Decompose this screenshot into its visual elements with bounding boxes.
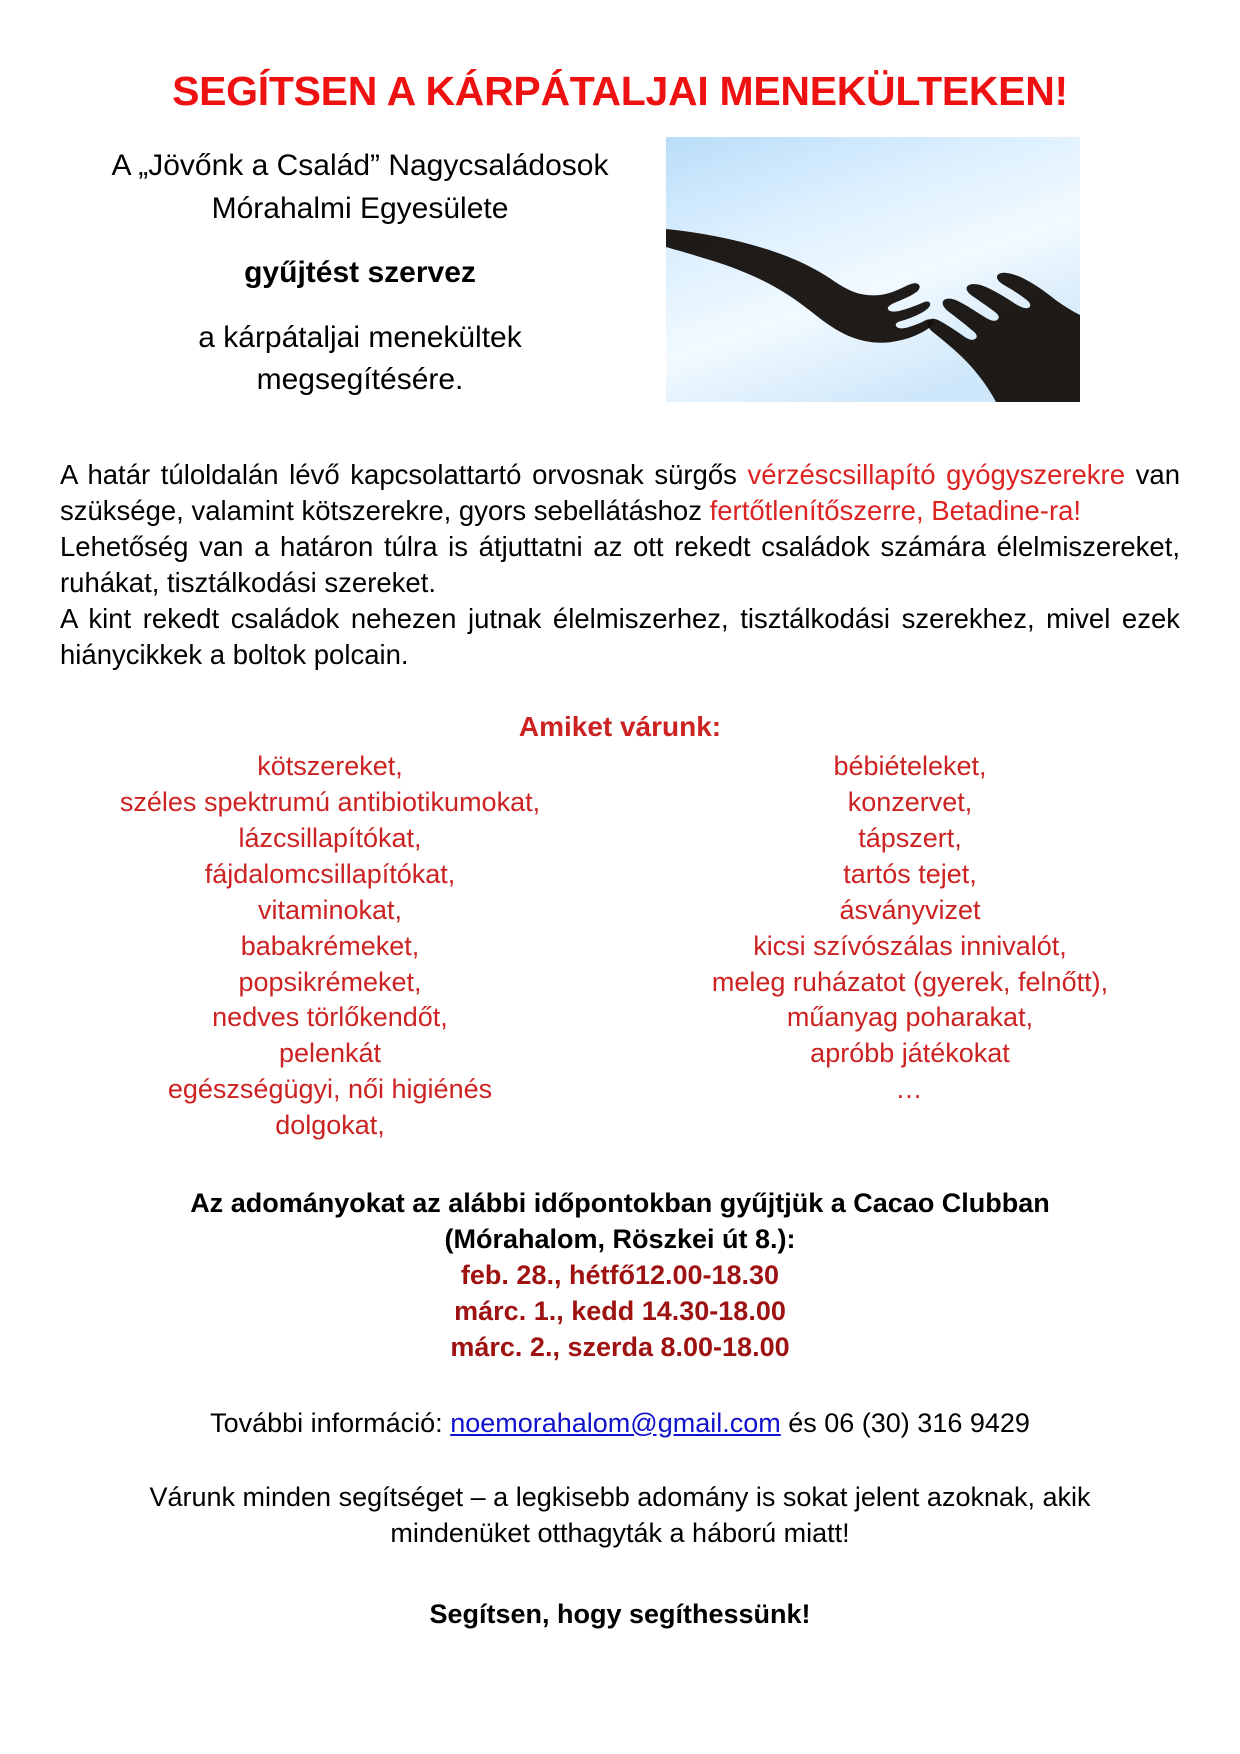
list-item: bébiételeket, bbox=[833, 751, 987, 782]
list-item: tartós tejet, bbox=[843, 858, 977, 889]
donation-schedule bbox=[0, 1144, 1240, 1366]
org-line-2: Mórahalmi Egyesülete bbox=[211, 191, 509, 225]
list-item: meleg ruházatot (gyerek, felnőtt), bbox=[711, 966, 1109, 997]
schedule-time-3: márc. 2., szerda 8.00-18.00 bbox=[450, 1331, 790, 1362]
list-item: műanyag poharakat, bbox=[786, 1002, 1034, 1033]
list-item: konzervet, bbox=[847, 787, 973, 817]
intro-emphasis: gyűjtést szervez bbox=[244, 256, 476, 290]
list-item-ellipsis: … bbox=[895, 1074, 925, 1105]
closing-message bbox=[0, 1439, 1240, 1551]
closing-line-2: mindenüket otthagyták a háború miatt! bbox=[390, 1517, 850, 1548]
list-item: popsikrémeket, bbox=[238, 966, 422, 997]
hands-illustration bbox=[666, 137, 1080, 402]
schedule-address: (Mórahalom, Röszkei út 8.): bbox=[444, 1223, 796, 1254]
list-item: dolgokat, bbox=[275, 1110, 385, 1141]
list-item: széles spektrumú antibiotikumokat, bbox=[119, 787, 541, 817]
list-item: kicsi szívószálas innivalót, bbox=[753, 930, 1067, 961]
list-item: ásványvizet bbox=[839, 894, 981, 925]
contact-line bbox=[0, 1366, 1240, 1439]
body-p1-highlight-1: vérzéscsillapító gyógyszerekre bbox=[747, 459, 1126, 490]
body-paragraph-3: A kint rekedt családok nehezen jutnak élelmiszerhez, tisztálkodási szerekhez, mivel ezek hiánycikkek a boltok polcain. bbox=[60, 603, 1180, 671]
closing-line-1: Várunk minden segítséget – a legkisebb adomány is sokat jelent azoknak, akik bbox=[149, 1481, 1091, 1512]
body-text-section bbox=[0, 402, 1240, 673]
body-p1-part-b: van szüksége, valamint kötszerekre, gyors sebellátáshoz bbox=[60, 459, 1180, 527]
list-item: lázcsillapítókat, bbox=[238, 822, 422, 853]
body-paragraph-2: Lehetőség van a határon túlra is átjuttatni az ott rekedt családok számára élelmiszereket, ruhákat, tisztálkodási szereket. bbox=[60, 531, 1180, 599]
intro-spacer-1 bbox=[60, 230, 660, 252]
org-line-1: A „Jövőnk a Család” Nagycsaládosok bbox=[111, 149, 609, 182]
list-item: tápszert, bbox=[858, 822, 962, 853]
org-line-3: a kárpátaljai menekültek bbox=[198, 320, 522, 354]
organization-block bbox=[60, 137, 660, 402]
intro-spacer-2 bbox=[60, 295, 660, 317]
list-item: fájdalomcsillapítókat, bbox=[204, 858, 456, 889]
contact-email-link[interactable]: noemorahalom@gmail.com bbox=[450, 1407, 781, 1438]
org-line-4: megsegítésére. bbox=[256, 363, 464, 397]
reaching-hands-photo bbox=[666, 137, 1080, 402]
body-p1-highlight-2: fertőtlenítőszerre, Betadine-ra bbox=[709, 495, 1074, 527]
schedule-heading-line-1: Az adományokat az alábbi időpontokban gyűjtjük a Cacao Clubban bbox=[190, 1188, 1050, 1219]
schedule-time-1: feb. 28., hétfő12.00-18.30 bbox=[460, 1259, 780, 1290]
wanted-items-left-column bbox=[40, 749, 620, 1144]
list-item: babakrémeket, bbox=[240, 930, 420, 961]
intro-section bbox=[0, 115, 1240, 402]
contact-prefix: További információ: bbox=[210, 1407, 451, 1438]
body-paragraph-1 bbox=[60, 457, 1180, 529]
list-item: pelenkát bbox=[278, 1038, 382, 1069]
list-item: kötszereket, bbox=[257, 751, 403, 782]
contact-phone: és 06 (30) 316 9429 bbox=[780, 1407, 1030, 1438]
signoff-message: Segítsen, hogy segíthessünk! bbox=[429, 1598, 811, 1629]
list-item: egészségügyi, női higiénés bbox=[167, 1074, 493, 1105]
list-item: nedves törlőkendőt, bbox=[212, 1002, 448, 1033]
wanted-items-heading: Amiket várunk: bbox=[518, 711, 722, 743]
wanted-items-columns bbox=[0, 743, 1240, 1144]
wanted-items-right-column bbox=[620, 749, 1200, 1144]
schedule-time-2: márc. 1., kedd 14.30-18.00 bbox=[454, 1295, 786, 1326]
body-p1-part-a: A határ túloldalán lévő kapcsolattartó orvosnak sürgős bbox=[60, 459, 748, 490]
body-p1-part-c: ! bbox=[1073, 495, 1082, 527]
list-item: vitaminokat, bbox=[257, 894, 403, 925]
page-title: SEGÍTSEN A KÁRPÁTALJAI MENEKÜLTEKEN! bbox=[172, 68, 1068, 114]
list-item: apróbb játékokat bbox=[810, 1038, 1010, 1069]
